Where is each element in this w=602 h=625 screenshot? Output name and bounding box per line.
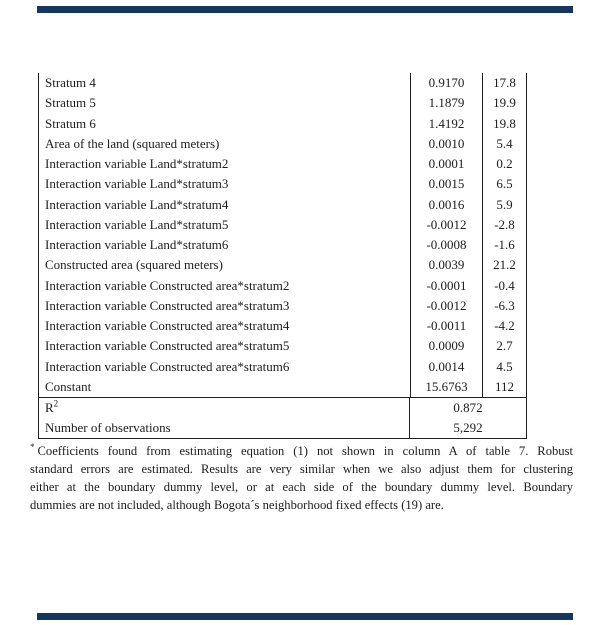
row-label-cell: Interaction variable Constructed area*stratum5 (45, 338, 290, 354)
table-row (39, 418, 526, 438)
coefficient-cell: -0.0001 (410, 276, 482, 296)
table-row (39, 398, 526, 418)
top-edge-bar (37, 6, 573, 13)
coefficient-cell: 0.0001 (410, 154, 482, 174)
coefficient-cell: 1.1879 (410, 93, 482, 113)
coefficient-cell: 0.0015 (410, 174, 482, 194)
coefficient-cell: -0.0008 (410, 235, 482, 255)
row-label-cell: Interaction variable Constructed area*stratum4 (45, 318, 290, 333)
tstat-cell: 5.9 (482, 195, 526, 215)
table-row (39, 114, 526, 134)
tstat-cell: 19.9 (482, 93, 526, 113)
coefficient-cell: -0.0011 (410, 316, 482, 336)
table-row (39, 255, 526, 275)
superscript: 2 (53, 398, 59, 409)
row-label-cell: Constructed area (squared meters) (45, 257, 223, 273)
row-label-cell: Interaction variable Land*stratum4 (45, 196, 229, 212)
tstat-cell: 19.8 (482, 114, 526, 134)
tstat-cell: 5.4 (482, 134, 526, 154)
footnote-text: Coefficients found from estimating equation (1) not shown in column A of table 7. Robust (37, 444, 573, 458)
coefficient-cell: 0.9170 (410, 73, 482, 93)
table-footnote (30, 442, 573, 514)
table-row (39, 174, 526, 194)
tstat-cell: 0.2 (482, 154, 526, 174)
tstat-cell: -2.8 (482, 215, 526, 235)
tstat-cell: 6.5 (482, 174, 526, 194)
tstat-cell: -0.4 (482, 276, 526, 296)
table-row (39, 93, 526, 113)
row-label-cell: Constant (45, 378, 92, 394)
coefficient-cell: 0.0009 (410, 336, 482, 356)
coefficient-cell: 1.4192 (410, 114, 482, 134)
tstat-cell: -1.6 (482, 235, 526, 255)
tstat-cell: -4.2 (482, 316, 526, 336)
row-label-cell: Interaction variable Land*stratum5 (45, 216, 229, 232)
row-label-cell: Stratum 4 (45, 75, 96, 90)
tstat-cell: 112 (482, 377, 526, 397)
stat-value-cell: 0.872 (453, 400, 483, 415)
footnote-line (30, 442, 573, 460)
row-label-cell: Area of the land (squared meters) (45, 135, 220, 151)
row-label-cell: Interaction variable Constructed area*stratum6 (45, 358, 290, 374)
table-row (39, 134, 526, 154)
coefficient-cell: -0.0012 (410, 215, 482, 235)
table-row (39, 377, 526, 397)
row-label-cell: Stratum 6 (45, 115, 96, 131)
row-label-cell: Interaction variable Constructed area*stratum3 (45, 297, 290, 313)
table-row (39, 235, 526, 255)
table-row (39, 215, 526, 235)
table-row (39, 336, 526, 356)
row-label-cell: $R^2$ (39, 398, 410, 418)
bottom-edge-bar (37, 613, 573, 620)
coefficient-cell: -0.0012 (410, 296, 482, 316)
table-row (39, 316, 526, 336)
table-stats-section (39, 397, 526, 439)
row-label-cell: Stratum 5 (45, 95, 96, 111)
table-row (39, 154, 526, 174)
row-label-cell: Interaction variable Land*stratum2 (45, 156, 229, 171)
tstat-cell: 21.2 (482, 255, 526, 275)
coefficient-cell: 0.0039 (410, 255, 482, 275)
table-row (39, 195, 526, 215)
coefficient-cell: 0.0014 (410, 357, 482, 377)
row-label-cell: Number of observations (39, 418, 410, 438)
tstat-cell: 17.8 (482, 73, 526, 93)
row-label-cell: Interaction variable Constructed area*stratum2 (45, 277, 290, 293)
row-label-cell: Interaction variable Land*stratum6 (45, 237, 229, 252)
coefficient-cell: 0.0016 (410, 195, 482, 215)
table-row (39, 276, 526, 296)
row-label-cell: Interaction variable Land*stratum3 (45, 176, 229, 192)
tstat-cell: -6.3 (482, 296, 526, 316)
tstat-cell: 4.5 (482, 357, 526, 377)
footnote-line: either at the boundary dummy level, or at each side of the boundary dummy level. Boundary (30, 480, 573, 494)
table-row (39, 296, 526, 316)
footnote-marker: * (30, 442, 35, 452)
regression-table (38, 73, 527, 439)
coefficient-cell: 0.0010 (410, 134, 482, 154)
footnote-line: dummies are not included, although Bogota´s neighborhood fixed effects (19) are. (30, 498, 444, 512)
table-row (39, 73, 526, 93)
tstat-cell: 2.7 (482, 336, 526, 356)
stat-value-cell: 5,292 (453, 420, 483, 435)
coefficient-cell: 15.6763 (410, 377, 482, 397)
table-row (39, 357, 526, 377)
footnote-line: standard errors are estimated. Results are very similar when we also adjust them for clustering (30, 462, 573, 476)
table-body (39, 73, 526, 397)
